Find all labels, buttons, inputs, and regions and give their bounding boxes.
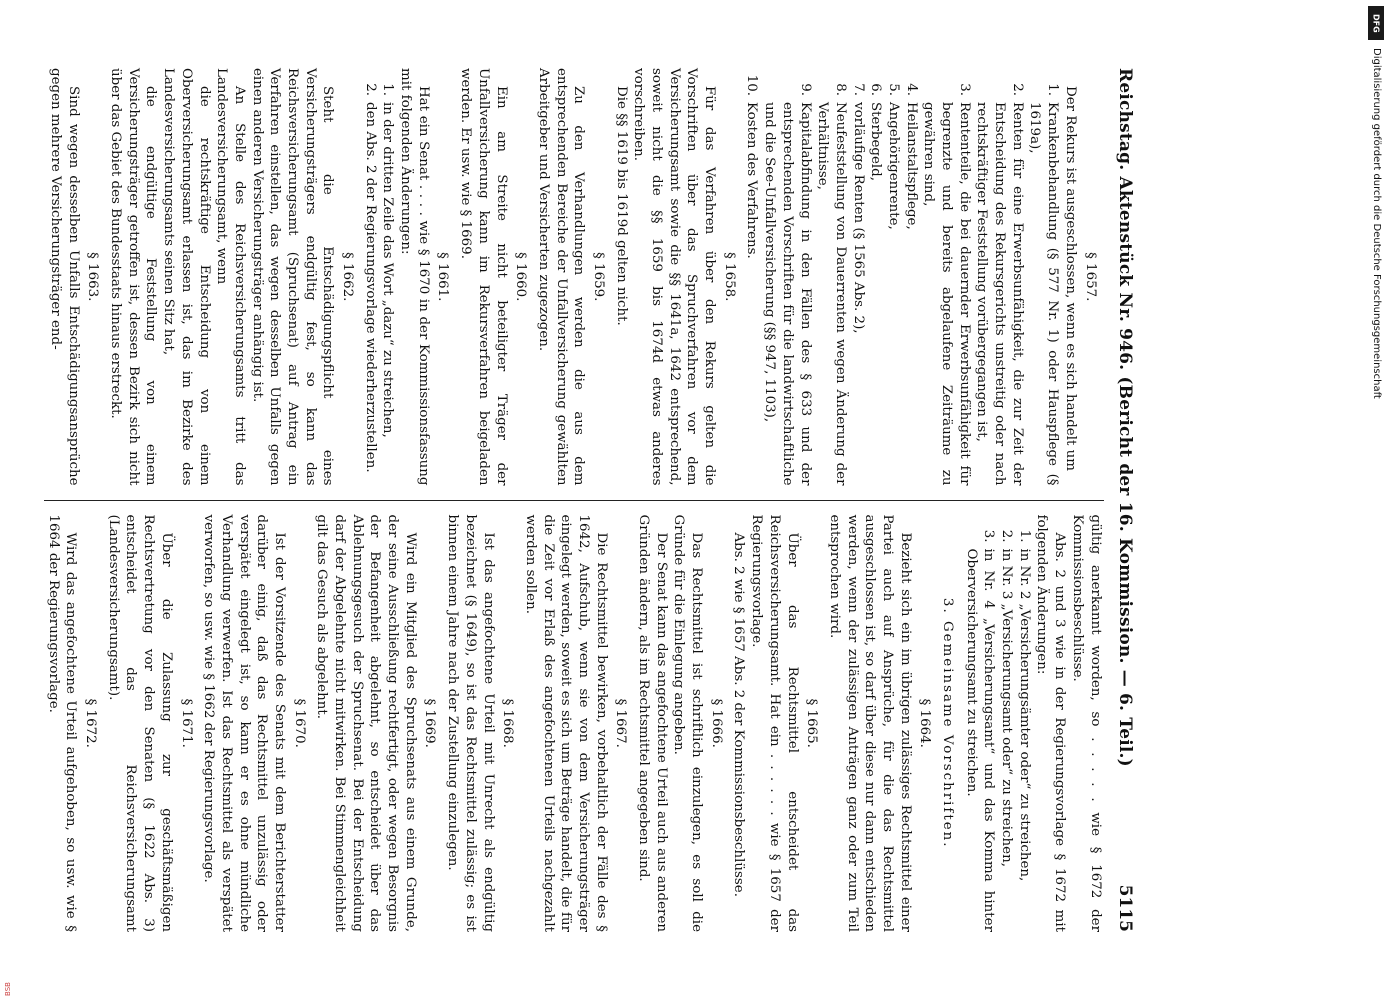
paragraph: Für das Verfahren über den Rekurs gelten die Vorschriften über das Spruchverfahren vor dem Versicherungsamt sowie die §§ 1641a, 1642 entsprechend, soweit nicht die §§ 1659 bis 1674d etwas anderes vorschreiben. bbox=[631, 68, 718, 486]
list-item bbox=[884, 68, 902, 486]
list-item-number: 2. bbox=[999, 529, 1015, 543]
list-item-number: 10. bbox=[744, 74, 760, 96]
list-item bbox=[361, 68, 379, 486]
list-item bbox=[867, 68, 885, 486]
section-heading: § 1660. bbox=[513, 252, 529, 302]
paragraph: Das Rechtsmittel ist schriftlich einzulegen, es soll die Gründe für die Einlegung angeben. bbox=[671, 514, 705, 932]
dfg-logo: DFG bbox=[1368, 6, 1384, 40]
list-item-text: Kapitalabfindung in den Fällen des § 633 und der entsprechenden Vorschriften für die landwirtschaftliche und die See-Unfallversicherung (§§ 947, 1103), bbox=[762, 102, 813, 486]
right-column bbox=[44, 515, 1104, 933]
list-item bbox=[1015, 515, 1033, 933]
section-heading: § 1659. bbox=[591, 252, 606, 302]
section-heading: § 1662. bbox=[340, 252, 356, 302]
list-item bbox=[920, 68, 973, 486]
section-heading: § 1664. bbox=[917, 698, 933, 748]
paragraph: Zu den Verhandlungen werden die aus dem entsprechenden Bereiche der Unfallversicherung gewählten Arbeitgeber und Versicherten zugezogen. bbox=[535, 68, 587, 486]
list-item bbox=[379, 68, 397, 486]
list-item-number: 1. bbox=[380, 83, 396, 96]
list-item-text: Renten für eine Erwerbsunfähigkeit, die zur Zeit der Entscheidung des Rekursgerichts unstreitig oder nach rechtskräftiger Feststellung vorübergegangen ist, bbox=[974, 102, 1025, 486]
library-mark: BSB bbox=[4, 982, 12, 996]
list-item-number: 3. bbox=[956, 83, 972, 96]
section-heading: § 1671. bbox=[178, 698, 194, 748]
list-item-number: 2. bbox=[1009, 83, 1025, 96]
list-item-text: Kosten des Verfahrens. bbox=[744, 102, 760, 259]
paragraph: Wird ein Mitglied des Spruchsenats aus einem Grunde, der seine Ausschließung rechtfertigt, oder wegen Besorgnis der Befangenheit abgelehnt, so entscheidet über das Ablehnungsgesuch der Spruchsenat. Bei der Entscheidung darf der Abgelehnte nicht mitwirken. Bei Stimmengleichheit gilt das Gesuch als abgelehnt. bbox=[314, 514, 418, 932]
paragraph: Die Rechtsmittel bewirken, vorbehaltlich der Fälle des § 1642, Aufschub, wenn sie von dem Versicherungsträger eingelegt werden, soweit es sich um Beträge handelt, die für die Zeit vor Erlaß des angefochtenen Urteils nachgezahlt werden sollen. bbox=[522, 514, 609, 932]
list-item bbox=[962, 515, 997, 933]
list-item-text: vorläufige Renten (§ 1565 Abs. 2), bbox=[850, 102, 866, 334]
list-item bbox=[997, 515, 1015, 933]
list-item-text: Heilanstaltspflege, bbox=[903, 102, 919, 230]
page-number: 5115 bbox=[1115, 884, 1135, 932]
paragraph: gültig anerkannt worden, so . . . . . wie § 1672 der Kommissionsbeschlüsse. bbox=[1069, 514, 1103, 932]
page-header bbox=[1110, 68, 1136, 932]
paragraph: Der Senat kann das angefochtene Urteil auch aus anderen Gründen ändern, als im Rechtsmittel angegeben sind. bbox=[636, 514, 669, 932]
subsection-title: 3. Gemeinsame Vorschriften. bbox=[940, 597, 956, 849]
list-item-number: 2. bbox=[362, 83, 378, 96]
list-item-text: Krankenbehandlung (§ 577 Nr. 1) oder Hauspflege (§ 1619a), bbox=[1027, 102, 1061, 486]
paragraph: Abs. 2 wie § 1657 Abs. 2 der Kommissionsbeschlüsse. bbox=[731, 532, 747, 897]
list-item bbox=[1026, 68, 1061, 486]
list-item-number: 7. bbox=[850, 83, 866, 96]
list-item-text: den Abs. 2 der Regierungsvorlage wiederherzustellen. bbox=[362, 102, 378, 473]
section-heading: § 1669. bbox=[422, 698, 438, 748]
list-item bbox=[761, 68, 814, 486]
list-item bbox=[743, 68, 761, 486]
section-heading: § 1667. bbox=[613, 698, 629, 748]
paragraph: Ein am Streite nicht beteiligter Träger der Unfallversicherung kann im Rekursverfahren beigeladen werden. Er usw. wie § 1669. bbox=[458, 68, 509, 486]
section-heading: § 1670. bbox=[291, 698, 307, 748]
left-column bbox=[44, 68, 1104, 486]
paragraph: Ist der Vorsitzende des Senats mit dem Berichterstatter darüber einig, daß das Rechtsmittel unzulässig oder verspätet eingelegt ist, so kann er es ohne mündliche Verhandlung verwerfen. Ist das Rechtsmittel als verspätet verworfen, so usw. wie § 1662 der Regierungsvorlage. bbox=[201, 514, 287, 932]
paragraph: Über die Zulassung zur geschäftsmäßigen Rechtsvertretung vor den Senaten (§ 1622 Abs. 3) entscheidet das Reichsversicherungsamt (Landesversicherungsamt). bbox=[105, 514, 174, 932]
list-item-number: 9. bbox=[797, 83, 813, 96]
paragraph: Ist das angefochtene Urteil mit Unrecht als endgültig bezeichnet (§ 1649), so ist das Rechtsmittel zulässig; es ist binnen einem Jahre nach der Zustellung einzulegen. bbox=[445, 514, 496, 932]
list-item-text: in Nr. 3 „Versicherungsamt oder“ zu streichen, bbox=[999, 548, 1015, 867]
list-item-number: 5. bbox=[886, 83, 901, 96]
header-title: Reichstag. Aktenstück Nr. 946. (Bericht der 16. Kommission. — 6. Teil.) bbox=[1115, 68, 1135, 767]
list-item-text: in Nr. 2 „Versicherungsämter oder“ zu streichen, bbox=[1016, 548, 1032, 882]
paragraph: Die §§ 1619 bis 1619d gelten nicht. bbox=[613, 86, 629, 326]
list-item bbox=[902, 68, 920, 486]
document-page bbox=[0, 50, 1142, 950]
section-heading: § 1666. bbox=[708, 698, 724, 748]
list-item-text: in der dritten Zeile das Wort „dazu“ zu streichen, bbox=[380, 102, 396, 438]
list-item-text: Sterbegeld, bbox=[868, 102, 884, 181]
paragraph: Über das Rechtsmittel entscheidet das Reichsversicherungsamt. Hat ein . . . . . . wie § 1657 der Regierungsvorlage. bbox=[749, 514, 800, 932]
section-heading: § 1663. bbox=[85, 252, 101, 302]
list-item-text: Angehörigenrente, bbox=[886, 102, 901, 230]
list-item-number: 6. bbox=[868, 83, 884, 96]
paragraph: Hat ein Senat . . . . wie § 1670 in der Kommissionsfassung mit folgenden Änderungen: bbox=[398, 68, 431, 486]
paragraph: Abs. 2 und 3 wie in der Regierungsvorlage § 1672 mit folgenden Änderungen: bbox=[1034, 514, 1068, 932]
paragraph: Wird das angefochtene Urteil aufgehoben, so usw. wie § 1664 der Regierungsvorlage. bbox=[45, 514, 79, 932]
list-item-text: in Nr. 4 „Versicherungsamt“ und das Komma hinter Oberversicherungsamt zu streichen. bbox=[963, 548, 997, 932]
paragraph: Bezieht sich ein im übrigen zulässiges Rechtsmittel einer Partei auch auf Ansprüche, für die das Rechtsmittel ausgeschlossen ist, so darf über diese nur dann entschieden werden, wenn der zulässigen Anträgen ganz oder zum Teil entsprochen wird. bbox=[826, 514, 913, 932]
section-heading: § 1672. bbox=[83, 698, 99, 748]
list-item-number: 4. bbox=[903, 83, 919, 96]
list-item bbox=[973, 68, 1026, 486]
paragraph: Der Rekurs ist ausgeschlossen, wenn es sich handelt um bbox=[1062, 86, 1078, 471]
section-heading: § 1665. bbox=[804, 698, 820, 748]
list-item-number: 1. bbox=[1016, 529, 1032, 543]
paragraph: Sind wegen desselben Unfalls Entschädigungsansprüche gegen mehrere Versicherungsträger end- bbox=[48, 68, 81, 486]
list-item-number: 1. bbox=[1045, 83, 1061, 96]
paragraph: die rechtskräftige Entscheidung von einem Oberversicherungsamt erlassen ist, das im Bezirke des Landesversicherungsamts seinen Sitz hat, bbox=[161, 68, 212, 486]
section-heading: § 1661. bbox=[435, 252, 451, 302]
section-heading: § 1658. bbox=[721, 252, 737, 302]
digitization-note: Digitalisierung gefördert durch die Deutsche Forschungsgemeinschaft bbox=[1371, 48, 1382, 399]
column-divider bbox=[44, 500, 1104, 501]
section-heading: § 1668. bbox=[500, 698, 516, 748]
list-item bbox=[849, 68, 867, 486]
section-heading: § 1657. bbox=[1082, 252, 1098, 302]
paragraph: An Stelle des Reichsversicherungsamts tritt das Landesversicherungsamt, wenn bbox=[214, 68, 247, 486]
list-item-text: Neufeststellung von Dauerrenten wegen Änderung der Verhältnisse, bbox=[815, 102, 848, 486]
list-item-number: 8. bbox=[832, 83, 848, 96]
paragraph: die endgültige Feststellung von einem Versicherungsträger getroffen ist, dessen Bezirk sich nicht über das Gebiet des Bundesstaats hinaus erstreckt. bbox=[108, 68, 159, 486]
text-columns bbox=[44, 68, 1104, 932]
paragraph: Steht die Entschädigungspflicht eines Versicherungsträgers endgültig fest, so kann das Reichsversicherungsamt (Spruchsenat) auf Antrag ein Verfahren einstellen, das wegen desselben Unfalls gegen einen anderen Versicherungsträger anhängig ist. bbox=[249, 68, 336, 486]
list-item bbox=[814, 68, 849, 486]
list-item-number: 3. bbox=[981, 529, 997, 543]
list-item-text: Rententeile, die bei dauernder Erwerbsunfähigkeit für begrenzte und bereits abgelaufene Zeiträume zu gewähren sind, bbox=[921, 102, 972, 486]
